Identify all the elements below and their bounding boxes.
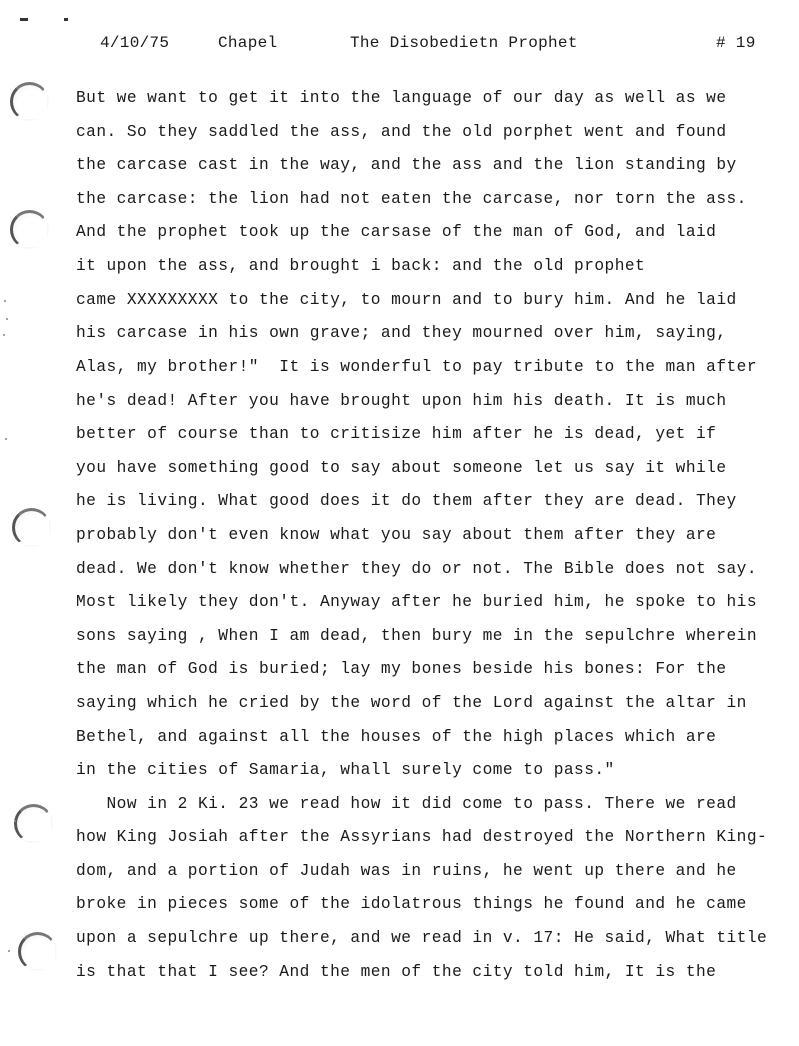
header-date: 4/10/75 <box>100 34 170 52</box>
header-page-number: # 19 <box>716 34 756 52</box>
text-line: dom, and a portion of Judah was in ruins, he went up there and he <box>76 862 737 880</box>
corner-mark <box>20 18 28 21</box>
binder-hole <box>12 508 51 547</box>
corner-mark <box>64 18 68 21</box>
binder-hole <box>10 82 49 121</box>
text-line: sons saying , When I am dead, then bury me in the sepulchre wherein <box>76 627 757 645</box>
text-line: better of course than to critisize him after he is dead, yet if <box>76 425 717 443</box>
text-line: in the cities of Samaria, whall surely come to pass." <box>76 761 615 779</box>
text-line: it upon the ass, and brought i back: and the old prophet <box>76 257 646 275</box>
text-line: saying which he cried by the word of the Lord against the altar in <box>76 694 747 712</box>
text-line: the man of God is buried; lay my bones beside his bones: For the <box>76 660 727 678</box>
text-line: he is living. What good does it do them after they are dead. They <box>76 492 737 510</box>
text-line: Bethel, and against all the houses of the high places which are <box>76 728 717 746</box>
header-title: The Disobedietn Prophet <box>350 34 578 52</box>
binder-hole <box>18 932 57 971</box>
text-line: But we want to get it into the language of our day as well as we <box>76 89 727 107</box>
paper-speck <box>14 820 16 822</box>
text-line: Alas, my brother!" It is wonderful to pay tribute to the man after <box>76 358 757 376</box>
paper-speck <box>3 334 5 336</box>
text-line: broke in pieces some of the idolatrous things he found and he came <box>76 895 747 913</box>
text-line: Now in 2 Ki. 23 we read how it did come to pass. There we read <box>76 795 737 813</box>
text-line: you have something good to say about someone let us say it while <box>76 459 727 477</box>
paper-speck <box>8 950 10 952</box>
text-line: And the prophet took up the carsase of the man of God, and laid <box>76 223 717 241</box>
text-line: Most likely they don't. Anyway after he buried him, he spoke to his <box>76 593 757 611</box>
text-line: his carcase in his own grave; and they mourned over him, saying, <box>76 324 727 342</box>
paper-speck <box>4 300 6 302</box>
paper-speck <box>5 438 7 440</box>
text-line: he's dead! After you have brought upon him his death. It is much <box>76 392 727 410</box>
text-line: dead. We don't know whether they do or not. The Bible does not say. <box>76 560 757 578</box>
text-line: is that that I see? And the men of the city told him, It is the <box>76 963 717 981</box>
binder-hole <box>10 210 49 249</box>
header-place: Chapel <box>218 34 278 52</box>
text-line: the carcase cast in the way, and the ass and the lion standing by <box>76 156 737 174</box>
text-line: came XXXXXXXXX to the city, to mourn and to bury him. And he laid <box>76 291 737 309</box>
text-line: can. So they saddled the ass, and the old porphet went and found <box>76 123 727 141</box>
text-line: upon a sepulchre up there, and we read in v. 17: He said, What title <box>76 929 768 947</box>
binder-hole <box>14 804 53 843</box>
paper-speck <box>6 318 8 320</box>
text-line: how King Josiah after the Assyrians had destroyed the Northern King- <box>76 828 768 846</box>
text-line: probably don't even know what you say about them after they are <box>76 526 717 544</box>
text-line: the carcase: the lion had not eaten the carcase, nor torn the ass. <box>76 190 747 208</box>
